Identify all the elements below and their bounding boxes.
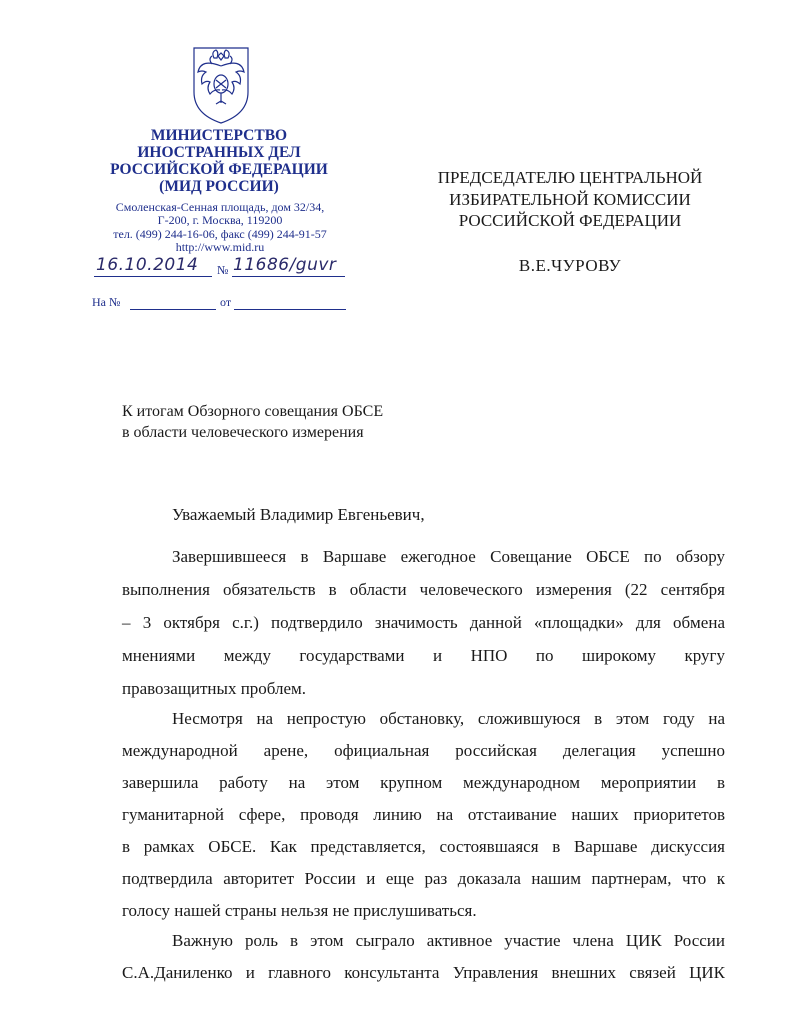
handwritten-date: 16.10.2014 <box>96 255 199 275</box>
ministry-name <box>90 127 348 195</box>
subject-line: К итогам Обзорного совещания ОБСЕ <box>122 403 384 420</box>
body-line: выполнения обязательств в области человеческого измерения (22 сентября <box>122 580 725 599</box>
ref-label: На № <box>92 295 121 309</box>
ministry-line: РОССИЙСКОЙ ФЕДЕРАЦИИ <box>110 161 328 178</box>
body-line: Несмотря на непростую обстановку, сложившуюся в этом году на <box>172 709 725 728</box>
date-underline <box>94 276 212 277</box>
addressee-line: ИЗБИРАТЕЛЬНОЙ КОМИССИИ <box>449 189 691 209</box>
body-line: мнениями между государствами и НПО по широкому кругу <box>122 646 725 665</box>
subject <box>122 401 522 443</box>
ministry-line: ИНОСТРАННЫХ ДЕЛ <box>137 144 301 161</box>
ministry-line: (МИД РОССИИ) <box>159 178 279 195</box>
addressee-block <box>410 167 730 232</box>
body-line: международной арене, официальная российская делегация успешно <box>122 741 725 760</box>
number-underline <box>232 276 345 277</box>
ref-from-underline <box>234 309 346 310</box>
body-line: в рамках ОБСЕ. Как представляется, состоявшаяся в Варшаве дискуссия <box>122 837 725 856</box>
addressee-line: ПРЕДСЕДАТЕЛЮ ЦЕНТРАЛЬНОЙ <box>437 168 703 187</box>
body-line: Важную роль в этом сыграло активное участие члена ЦИК России <box>172 931 725 950</box>
addressee-line: РОССИЙСКОЙ ФЕДЕРАЦИИ <box>458 211 682 230</box>
subject-line: в области человеческого измерения <box>122 424 364 441</box>
body-line: гуманитарной сфере, проводя линию на отстаивание наших приоритетов <box>122 805 725 824</box>
address-line: Г-200, г. Москва, 119200 <box>157 213 283 228</box>
body-line: Завершившееся в Варшаве ежегодное Совещание ОБСЕ по обзору <box>172 547 725 566</box>
ministry-address <box>96 201 344 254</box>
body-line: завершила работу на этом крупном международном мероприятии в <box>122 773 725 792</box>
body-line: правозащитных проблем. <box>122 679 307 698</box>
body-line: С.А.Даниленко и главного консультанта Управления внешних связей ЦИК <box>122 963 725 982</box>
address-line: Смоленская-Сенная площадь, дом 32/34, <box>115 200 325 214</box>
address-line: http://www.mid.ru <box>175 239 265 254</box>
body-line: подтвердила авторитет России и еще раз доказала нашим партнерам, что к <box>122 869 725 888</box>
ref-from-label: от <box>220 295 232 309</box>
address-line: тел. (499) 244-16-06, факс (499) 244-91-57 <box>113 226 327 241</box>
addressee-name: В.Е.ЧУРОВУ <box>518 256 622 275</box>
ministry-line: МИНИСТЕРСТВО <box>150 127 288 144</box>
salutation: Уважаемый Владимир Евгеньевич, <box>172 505 425 524</box>
body-line: – 3 октября с.г.) подтвердило значимость данной «площадки» для обмена <box>122 613 725 632</box>
handwritten-number: 11686/guvr <box>233 255 337 275</box>
ref-underline <box>130 309 216 310</box>
number-label: № <box>217 263 229 277</box>
body-line: голосу нашей страны нельзя не прислушиваться. <box>122 901 477 920</box>
coat-of-arms-icon <box>186 44 256 126</box>
